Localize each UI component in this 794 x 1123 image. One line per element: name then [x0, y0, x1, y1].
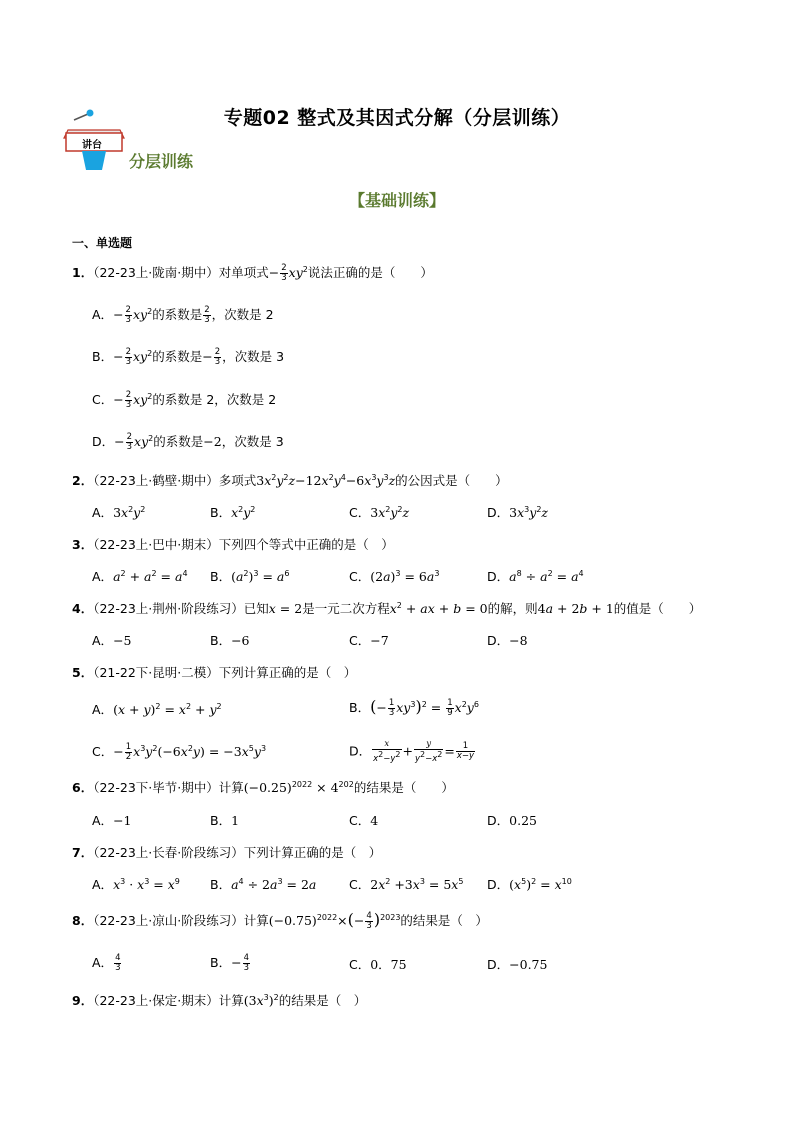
- question-text: 对单项式: [218, 265, 269, 280]
- question-4: 4．（22-23上·荆州·阶段练习）已知x = 2是一元二次方程$x^2$ + ax + b = 0的解，则4a + 2b + 1的值是（ ）: [72, 600, 702, 616]
- question-8: 8．（22-23上·凉山·阶段练习）计算$(-0.75)^{2022}\times(-$ $\frac{4}{3}$ )$^{2023}$的结果是（ ）: [72, 910, 488, 931]
- question-6: 6．（22-23下·毕节·期中）计算$(-0.25)^{2022} \times 4^{202}$的结果是（ ）: [72, 779, 454, 795]
- option-7b[interactable]: B．$a^4 \div 2a^3 = 2a$: [210, 876, 317, 892]
- option-2c[interactable]: C．$3x^2y^2z$: [349, 504, 410, 520]
- option-1b[interactable]: B．− $\frac{2}{3}$ $xy^2$的系数是− $\frac{2}{3}$ ，次数是 3: [92, 347, 285, 367]
- subtitle: 【基础训练】: [348, 191, 445, 210]
- section-heading: 一、单选题: [72, 236, 133, 250]
- question-3: 3．（22-23上·巴中·期末）下列四个等式中正确的是（ ）: [72, 537, 394, 552]
- option-1d[interactable]: D．− $\frac{2}{3}$ $xy^2$的系数是−2，次数是 3: [92, 432, 284, 452]
- question-1: 1．（22-23上·陇南·期中）对单项式− $\frac{2}{3}$ $xy^2$说法正确的是（ ）: [72, 263, 433, 283]
- option-4b[interactable]: B．−6: [210, 633, 250, 648]
- page-title: 专题02 整式及其因式分解（分层训练）: [223, 107, 571, 129]
- option-6d[interactable]: D．0.25: [487, 813, 537, 828]
- option-3b[interactable]: B．$(a^2)^3 = a^6$: [210, 568, 290, 584]
- option-1c[interactable]: C．− $\frac{2}{3}$ $xy^2$的系数是 2，次数是 2: [92, 390, 277, 410]
- option-5b[interactable]: B．(− $\frac{1}{3}$ $xy^3)^2$ = $\frac{1}{9}$ $x^2y^6$: [349, 697, 479, 718]
- option-3d[interactable]: D．$a^8 \div a^2 = a^4$: [487, 568, 584, 584]
- option-7a[interactable]: A．$x^3 \cdot x^3 = x^9$: [92, 876, 180, 892]
- option-8a[interactable]: A． $\frac{4}{3}$: [92, 953, 121, 973]
- option-8d[interactable]: D．−0.75: [487, 957, 548, 972]
- question-7: 7．（22-23上·长春·阶段练习）下列计算正确的是（ ）: [72, 845, 382, 860]
- option-6a[interactable]: A．−1: [92, 813, 132, 828]
- option-4d[interactable]: D．−8: [487, 633, 528, 648]
- option-3a[interactable]: A．$a^2 + a^2 = a^4$: [92, 568, 188, 584]
- option-8c[interactable]: C．0．75: [349, 957, 407, 972]
- option-3c[interactable]: C．$(2a)^3 = 6a^3$: [349, 568, 440, 584]
- option-2b[interactable]: B．$x^2y^2$: [210, 504, 256, 520]
- logo-label: 讲台: [82, 140, 102, 151]
- option-2a[interactable]: A．$3x^2y^2$: [92, 504, 146, 520]
- option-4c[interactable]: C．−7: [349, 633, 389, 648]
- question-number: 1．: [72, 265, 94, 280]
- question-text: 说法正确的是（ ）: [307, 265, 433, 280]
- option-7d[interactable]: D．$(x^5)^2 = x^{10}$: [487, 876, 572, 892]
- option-5c[interactable]: C．− $\frac{1}{2}$ $x^3y^2(-6x^2y) = -3x^5y^3$: [92, 742, 267, 762]
- question-2: 2．（22-23上·鹤壁·期中）多项式$3x^2y^2z-12x^2y^4-6x^3y^3z$的公因式是（ ）: [72, 472, 508, 488]
- option-2d[interactable]: D．$3x^3y^2z$: [487, 504, 548, 520]
- option-6b[interactable]: B．1: [210, 813, 240, 828]
- question-source: （22-23上·陇南·期中）: [93, 265, 219, 280]
- option-6c[interactable]: C．4: [349, 813, 379, 828]
- question-5: 5．（21-22下·昆明·二模）下列计算正确的是（ ）: [72, 665, 357, 680]
- option-4a[interactable]: A．−5: [92, 633, 132, 648]
- question-9: 9．（22-23上·保定·期末）计算$(3x^3)^2$的结果是（ ）: [72, 992, 367, 1008]
- option-8b[interactable]: B．− $\frac{4}{3}$: [210, 953, 249, 973]
- option-7c[interactable]: C．$2x^2 +3x^3 = 5x^5$: [349, 876, 464, 892]
- section-title: 分层训练: [129, 152, 194, 171]
- option-1a[interactable]: A．− $\frac{2}{3}$ $xy^2$的系数是 $\frac{2}{3}$ ，次数是 2: [92, 305, 274, 325]
- option-5d[interactable]: D． $\frac{x}{x^2-y^2}$ + $\frac{y}{y^2-x^2}$ = $\frac{1}{x-y}$: [349, 739, 475, 764]
- option-5a[interactable]: A．$(x + y)^2 = x^2 + y^2$: [92, 701, 222, 717]
